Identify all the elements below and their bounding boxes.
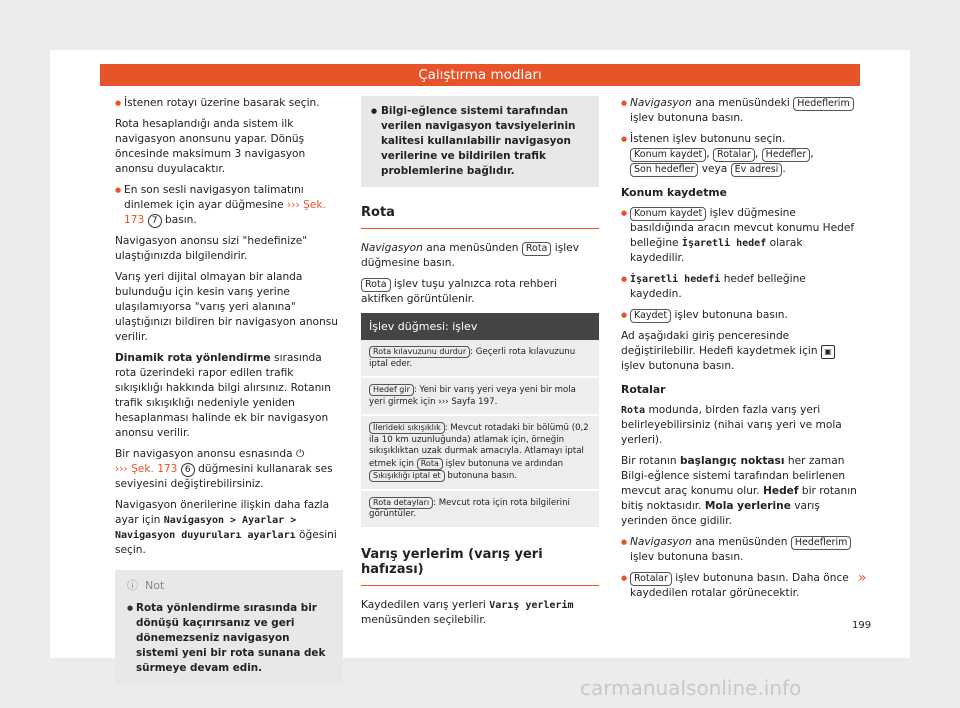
enter-destination-button[interactable]: Hedef gir bbox=[369, 384, 414, 396]
rota-button[interactable]: Rota bbox=[361, 278, 391, 292]
heading-routes: Rotalar bbox=[621, 383, 666, 396]
stop-guidance-button[interactable]: Rota kılavuzunu durdur bbox=[369, 346, 470, 358]
paragraph: Rota hesaplandığı anda sistem ilk navigasyon anonsunu yapar. Dönüş öncesinde maksimum 3 navigasyon anonsu duyulacaktır. bbox=[115, 118, 306, 175]
function-table bbox=[361, 313, 599, 529]
my-destinations-button[interactable]: Hedeflerim bbox=[793, 97, 854, 111]
routes-button[interactable]: Rotalar bbox=[713, 148, 755, 162]
paragraph: Rota işlev tuşu yalnızca rota rehberi aktifken görüntülenir. bbox=[361, 278, 558, 305]
save-button[interactable]: Kaydet bbox=[630, 309, 671, 323]
bullet: ● Navigasyon ana menüsündeki Hedeflerim işlev butonuna basın. bbox=[621, 96, 859, 126]
note-heading: ⓘ Not bbox=[127, 579, 165, 592]
heading-destinations: Varış yerlerim (varış yeri hafızası) bbox=[361, 547, 599, 586]
recent-destinations-button[interactable]: Son hedefler bbox=[630, 163, 698, 177]
table-header: İşlev düğmesi: işlev bbox=[361, 313, 599, 340]
note-text: ● Rota yönlendirme sırasında bir dönüşü kaçırırsanız ve geri dönemezseniz navigasyon sistemi yeni bir rota sunana dek sürmeye devam edin. bbox=[127, 601, 331, 676]
paragraph: Navigasyon anonsu sizi "hedefinize" ulaştığınızda bilgilendirir. bbox=[115, 235, 308, 262]
table-row: İlerideki sıkışıklık : Mevcut rotadaki bir bölümü (0,2 ila 10 km uzunluğunda) atlamak için, örneğin sıkışıklıktan uzak durmak amacıyla. Atlamayı iptal etmek için Rota işlev butonuna ve ardından Sıkışıklığı iptal et butonuna basın. bbox=[361, 415, 599, 490]
bullet-select-route: ● İstenen rotayı üzerine basarak seçin. bbox=[115, 96, 343, 111]
page-number: 199 bbox=[852, 620, 872, 631]
column-1 bbox=[115, 96, 343, 684]
paragraph: Rota modunda, birden fazla varış yeri belirleyebilirsiniz (nihai varış yeri ve mola yerleri). bbox=[621, 404, 842, 446]
cancel-traffic-button[interactable]: Sıkışıklığı iptal et bbox=[369, 470, 445, 482]
continue-mark: » bbox=[858, 570, 867, 586]
bullet: ● Konum kaydet işlev düğmesine basıldığında aracın mevcut konumu Hedef belleğine İşaretli hedef olarak kaydedilir. bbox=[621, 206, 859, 266]
callout-number: 7 bbox=[148, 214, 162, 228]
traffic-ahead-button[interactable]: İlerideki sıkışıklık bbox=[369, 422, 445, 434]
paragraph: Navigasyon ana menüsünden Rota işlev düğmesine basın. bbox=[361, 242, 579, 269]
column-2 bbox=[361, 96, 599, 634]
routes-button[interactable]: Rotalar bbox=[630, 572, 672, 586]
table-row: Hedef gir : Yeni bir varış yeri veya yeni bir mola yeri girmek için ››› Sayfa 197. bbox=[361, 377, 599, 415]
table-row: Rota detayları : Mevcut rota için rota bilgilerini görüntüler. bbox=[361, 490, 599, 528]
info-box: ● Bilgi-eğlence sistemi tarafından verilen navigasyon tavsiyelerinin kalitesi kullanılabilir navigasyon verilerine ve bildirilen trafik problemlerine bağlıdır. bbox=[361, 96, 599, 187]
table-row: Rota kılavuzunu durdur : Geçerli rota kılavuzunu iptal eder. bbox=[361, 340, 599, 377]
info-icon: ⓘ bbox=[127, 579, 138, 592]
figure-ref-link[interactable]: ››› Şek. 173 bbox=[115, 463, 178, 475]
bullet: ● Navigasyon ana menüsünden Hedeflerim işlev butonuna basın. bbox=[621, 535, 859, 565]
destinations-button[interactable]: Hedefler bbox=[762, 148, 811, 162]
section-header: Çalıştırma modları bbox=[100, 64, 860, 86]
heading-save-location: Konum kaydetme bbox=[621, 186, 727, 199]
home-address-button[interactable]: Ev adresi bbox=[731, 163, 783, 177]
paragraph-settings: Navigasyon önerilerine ilişkin daha fazla ayar için Navigasyon > Ayarlar > Navigasyon duyuruları ayarları öğesini seçin. bbox=[115, 499, 337, 556]
watermark: carmanualsonline.info bbox=[580, 676, 802, 700]
column-3 bbox=[621, 96, 859, 607]
paragraph-volume: Bir navigasyon anonsu esnasında ⏻ ››› Şek. 173 6 düğmesini kullanarak ses seviyesini değiştirebilirsiniz. bbox=[115, 448, 333, 490]
figure-ref-link[interactable]: ››› Şek. 173 bbox=[124, 199, 326, 226]
bullet: ● İşaretli hedefi hedef belleğine kaydedin. bbox=[621, 272, 859, 302]
save-location-button[interactable]: Konum kaydet bbox=[630, 148, 706, 162]
rota-button[interactable]: Rota bbox=[522, 242, 552, 256]
paragraph: Bir rotanın başlangıç noktası her zaman Bilgi-eğlence sistemi tarafından belirlenen mevcut araç konumu olur. Hedef bir rotanın bitiş noktasıdır. Mola yerlerine varış yerinden önce gidilir. bbox=[621, 455, 857, 527]
bullet: ● Kaydet işlev butonuna basın. bbox=[621, 308, 859, 323]
bullet: ● İstenen işlev butonunu seçin. Konum kaydet , Rotalar , Hedefler , Son hedefler veya Ev adresi . bbox=[621, 132, 859, 177]
callout-number: 6 bbox=[181, 463, 195, 477]
note-box bbox=[115, 570, 343, 684]
save-icon[interactable]: ▣ bbox=[821, 345, 835, 359]
bullet: ● Rotalar işlev butonuna basın. Daha önce kaydedilen rotalar görünecektir. bbox=[621, 571, 859, 601]
paragraph-dynamic-route: Dinamik rota yönlendirme sırasında rota üzerindeki rapor edilen trafik sıkışıklığı hakkında bilgi alırsınız. Rotanın trafik sıkışıklığı nedeniyle yeniden hesaplanması halinde ek bir navigasyon anonsu verilir. bbox=[115, 352, 331, 439]
rota-button[interactable]: Rota bbox=[417, 458, 443, 470]
my-destinations-button[interactable]: Hedeflerim bbox=[791, 536, 852, 550]
power-icon: ⏻ bbox=[295, 448, 305, 460]
paragraph: Ad aşağıdaki giriş penceresinde değiştirilebilir. Hedefi kaydetmek için ▣ işlev butonuna basın. bbox=[621, 329, 859, 374]
bullet-last-instruction: ● En son sesli navigasyon talimatını dinlemek için ayar düğmesine ››› Şek. 173 7 basın. bbox=[115, 183, 343, 228]
paragraph: Kaydedilen varış yerleri Varış yerlerim menüsünden seçilebilir. bbox=[361, 598, 574, 626]
route-details-button[interactable]: Rota detayları bbox=[369, 497, 433, 509]
heading-rota: Rota bbox=[361, 205, 599, 229]
save-location-button[interactable]: Konum kaydet bbox=[630, 207, 706, 221]
paragraph: Varış yeri dijital olmayan bir alanda bulunduğu için kesin varış yerine ulaşılamıyorsa "varış yeri alanına" ulaştığınızı bildiren bir navigasyon anonsu verilir. bbox=[115, 271, 338, 343]
